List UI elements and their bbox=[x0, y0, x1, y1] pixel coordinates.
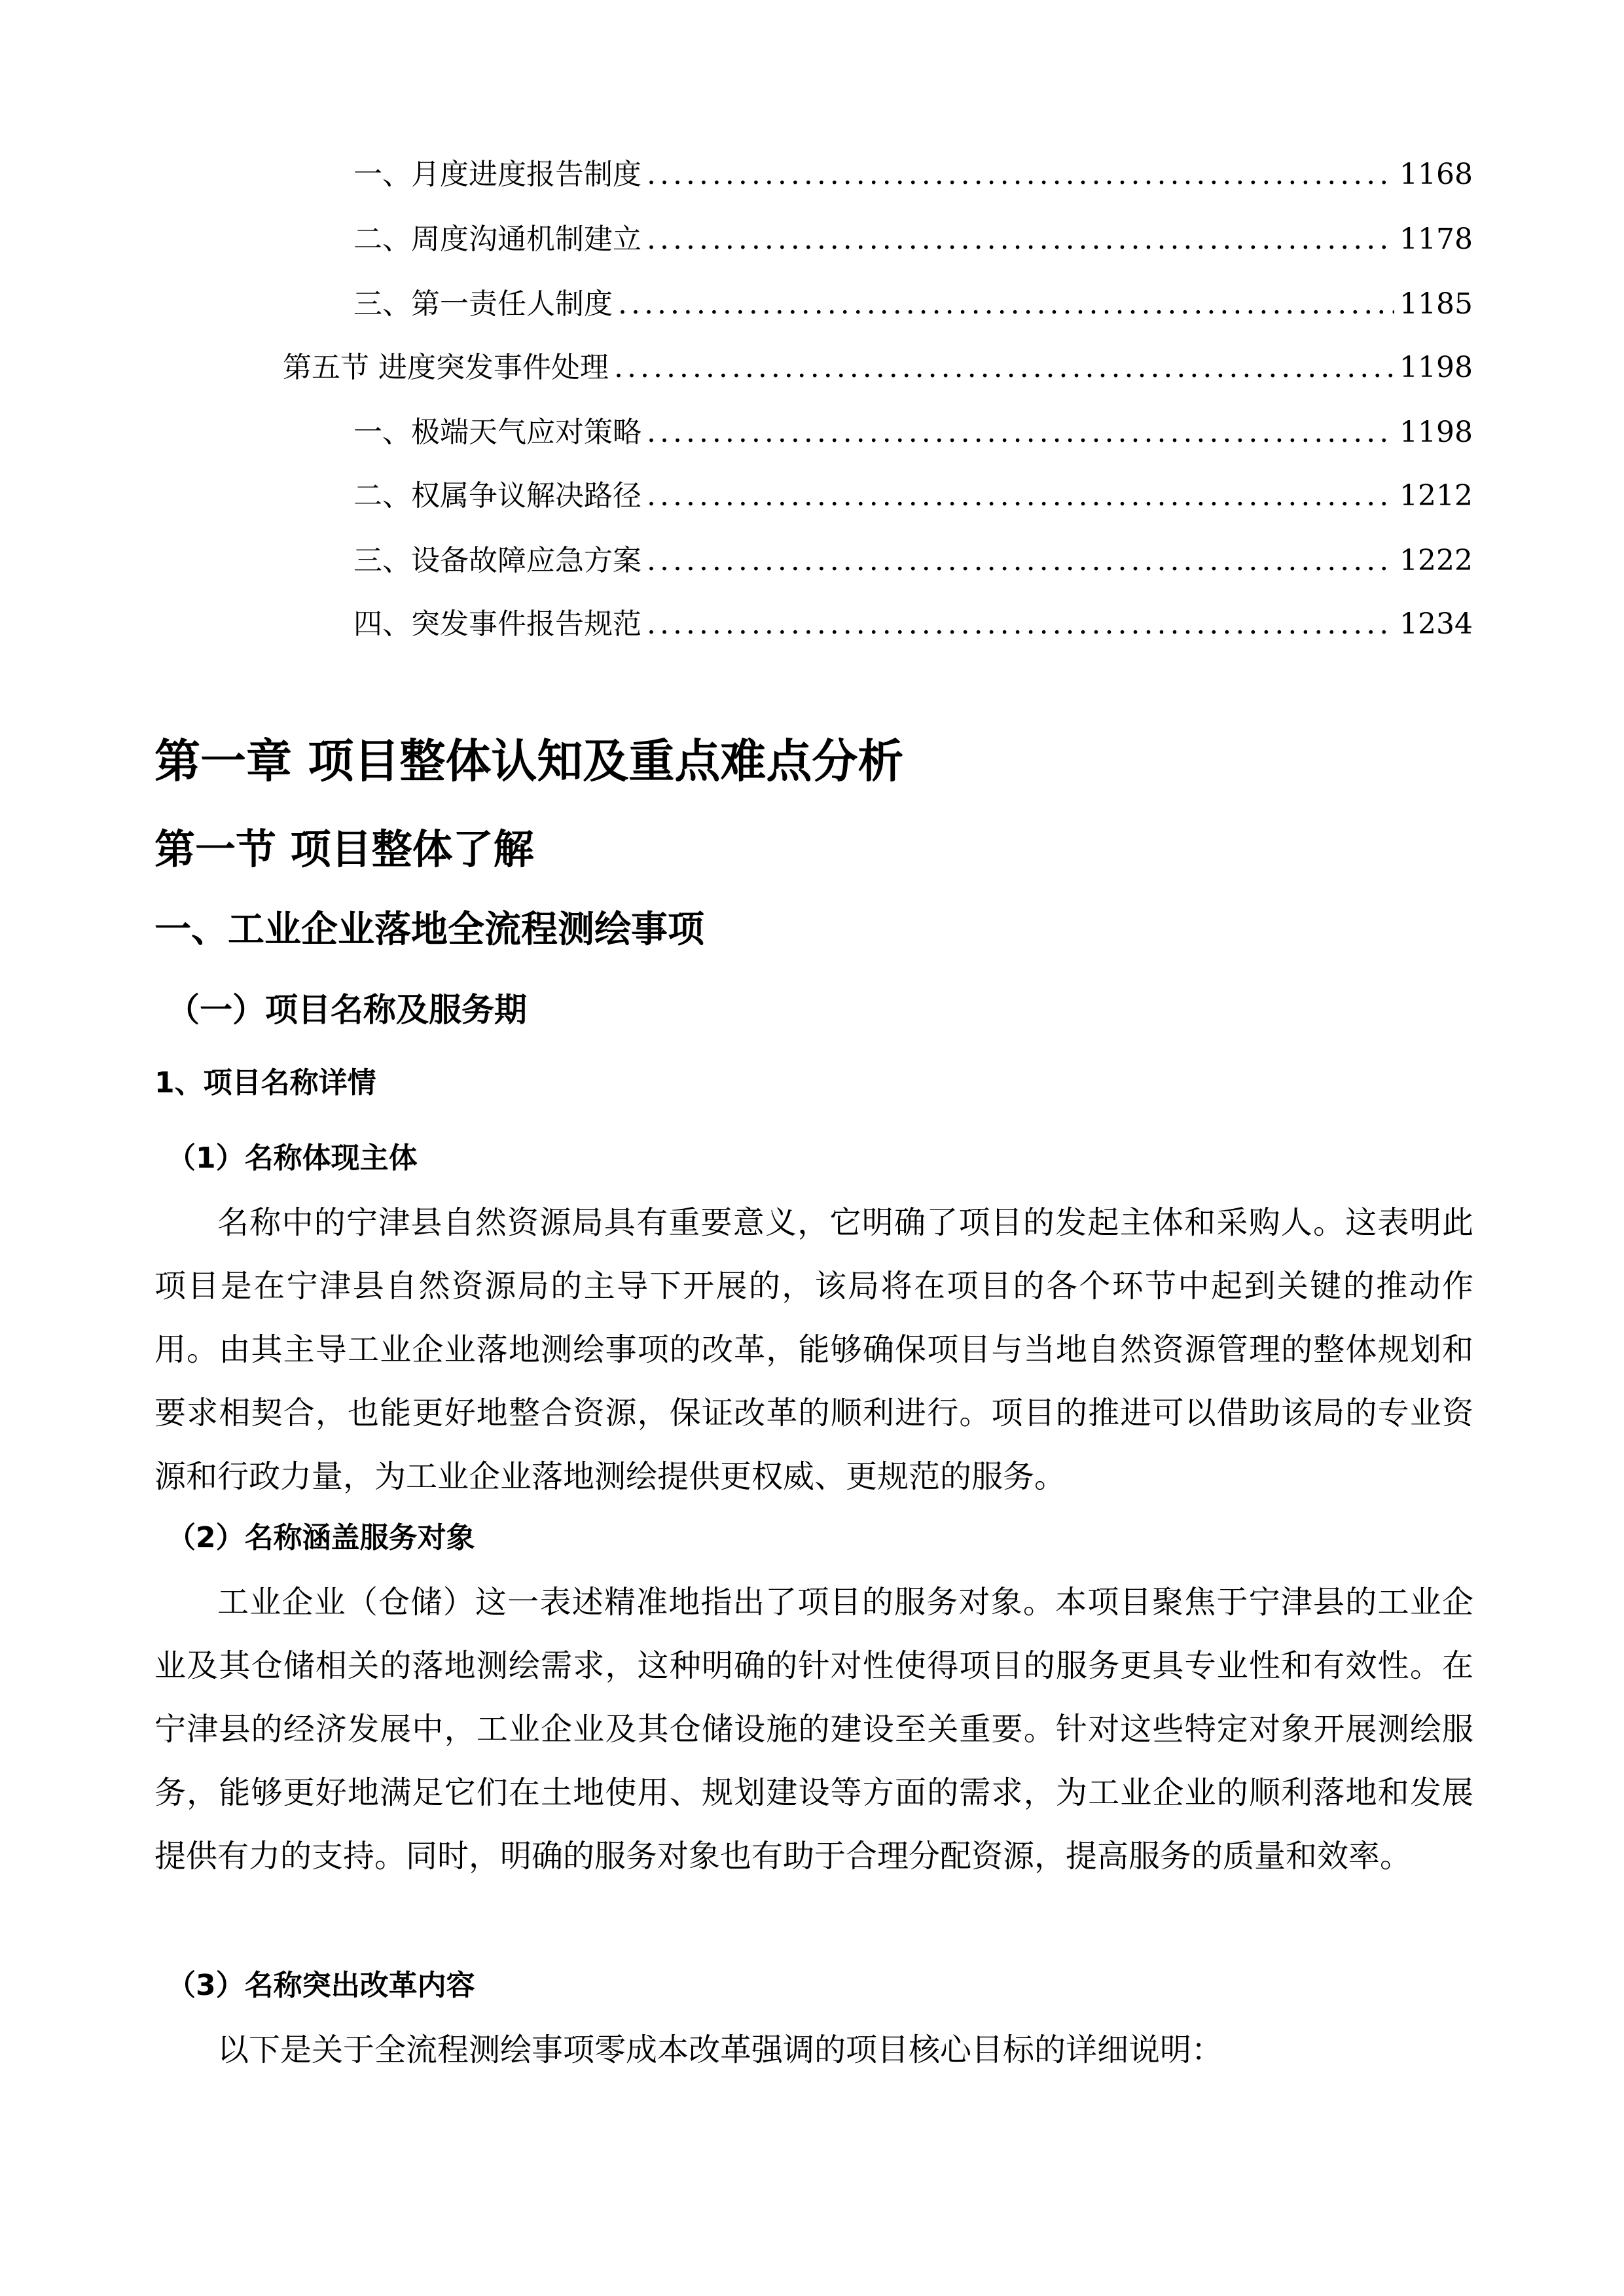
toc-entry[interactable] bbox=[353, 605, 1473, 644]
subsection-heading: 一、工业企业落地全流程测绘事项 bbox=[154, 908, 704, 951]
toc-entry-title: 极端天气应对策略 bbox=[411, 416, 641, 449]
chapter-title: 第一章 项目整体认知及重点难点分析 bbox=[154, 734, 904, 788]
toc-leader-dots bbox=[647, 605, 1394, 644]
toc-entry[interactable] bbox=[353, 541, 1473, 581]
toc-entry-page: 1168 bbox=[1399, 158, 1473, 191]
item-heading: （3）名称突出改革内容 bbox=[167, 1969, 475, 2002]
toc-entry-page: 1234 bbox=[1399, 607, 1473, 641]
toc-entry-number: 四、 bbox=[353, 607, 411, 641]
toc-leader-dots bbox=[647, 541, 1394, 581]
toc-entry-number: 一、 bbox=[353, 416, 411, 449]
toc-entry[interactable] bbox=[353, 413, 1473, 452]
toc-entry-number: 二、 bbox=[353, 223, 411, 256]
body-paragraph: 工业企业（仓储）这一表述精准地指出了项目的服务对象。本项目聚焦于宁津县的工业企业及其仓储相关的落地测绘需求，这种明确的针对性使得项目的服务更具专业性和有效性。在宁津县的经济发展中，工业企业及其仓储设施的建设至关重要。针对这些特定对象开展测绘服务，能够更好地满足它们在土地使用、规划建设等方面的需求，为工业企业的顺利落地和发展提供有力的支持。同时，明确的服务对象也有助于合理分配资源，提高服务的质量和效率。 bbox=[154, 1584, 1473, 1874]
toc-entry-title: 突发事件报告规范 bbox=[411, 607, 641, 641]
toc-entry-page: 1222 bbox=[1399, 544, 1473, 577]
toc-entry[interactable] bbox=[353, 220, 1473, 259]
subsection-heading: （一）项目名称及服务期 bbox=[167, 991, 527, 1029]
toc-entry-number: 一、 bbox=[353, 158, 411, 191]
toc-entry-page: 1198 bbox=[1399, 351, 1473, 384]
toc-entry-title: 第五节 进度突发事件处理 bbox=[283, 351, 609, 384]
toc-entry-page: 1212 bbox=[1399, 479, 1473, 512]
toc-entry[interactable] bbox=[353, 155, 1473, 194]
toc-entry-title: 第一责任人制度 bbox=[411, 287, 613, 321]
toc-entry[interactable] bbox=[353, 285, 1473, 324]
toc-entry-page: 1178 bbox=[1399, 223, 1473, 256]
toc-leader-dots bbox=[647, 220, 1394, 259]
toc-entry-title: 周度沟通机制建立 bbox=[411, 223, 641, 256]
toc-leader-dots bbox=[647, 476, 1394, 516]
section-title: 第一节 项目整体了解 bbox=[154, 825, 534, 873]
toc-entry-title: 设备故障应急方案 bbox=[411, 544, 641, 577]
body-paragraph: 名称中的宁津县自然资源局具有重要意义，它明确了项目的发起主体和采购人。这表明此项目是在宁津县自然资源局的主导下开展的，该局将在项目的各个环节中起到关键的推动作用。由其主导工业企业落地测绘事项的改革，能够确保项目与当地自然资源管理的整体规划和要求相契合，也能更好地整合资源，保证改革的顺利进行。项目的推进可以借助该局的专业资源和行政力量，为工业企业落地测绘提供更权威、更规范的服务。 bbox=[154, 1204, 1473, 1495]
toc-entry-number: 三、 bbox=[353, 287, 411, 321]
body-paragraph: 以下是关于全流程测绘事项零成本改革强调的项目核心目标的详细说明： bbox=[217, 2032, 1223, 2068]
item-heading: （2）名称涵盖服务对象 bbox=[167, 1521, 475, 1554]
item-heading: （1）名称体现主体 bbox=[167, 1141, 418, 1175]
toc-leader-dots bbox=[647, 413, 1394, 452]
toc-section-entry[interactable] bbox=[283, 348, 1473, 387]
toc-entry-number: 三、 bbox=[353, 544, 411, 577]
toc-entry-page: 1185 bbox=[1399, 287, 1473, 321]
toc-entry-page: 1198 bbox=[1399, 416, 1473, 449]
toc-entry-title: 权属争议解决路径 bbox=[411, 479, 641, 512]
subsection-heading: 1、项目名称详情 bbox=[154, 1066, 376, 1100]
toc-leader-dots bbox=[647, 155, 1394, 194]
toc-entry[interactable] bbox=[353, 476, 1473, 516]
toc-leader-dots bbox=[618, 285, 1394, 324]
toc-entry-title: 月度进度报告制度 bbox=[411, 158, 641, 191]
toc-leader-dots bbox=[614, 348, 1394, 387]
toc-entry-number: 二、 bbox=[353, 479, 411, 512]
